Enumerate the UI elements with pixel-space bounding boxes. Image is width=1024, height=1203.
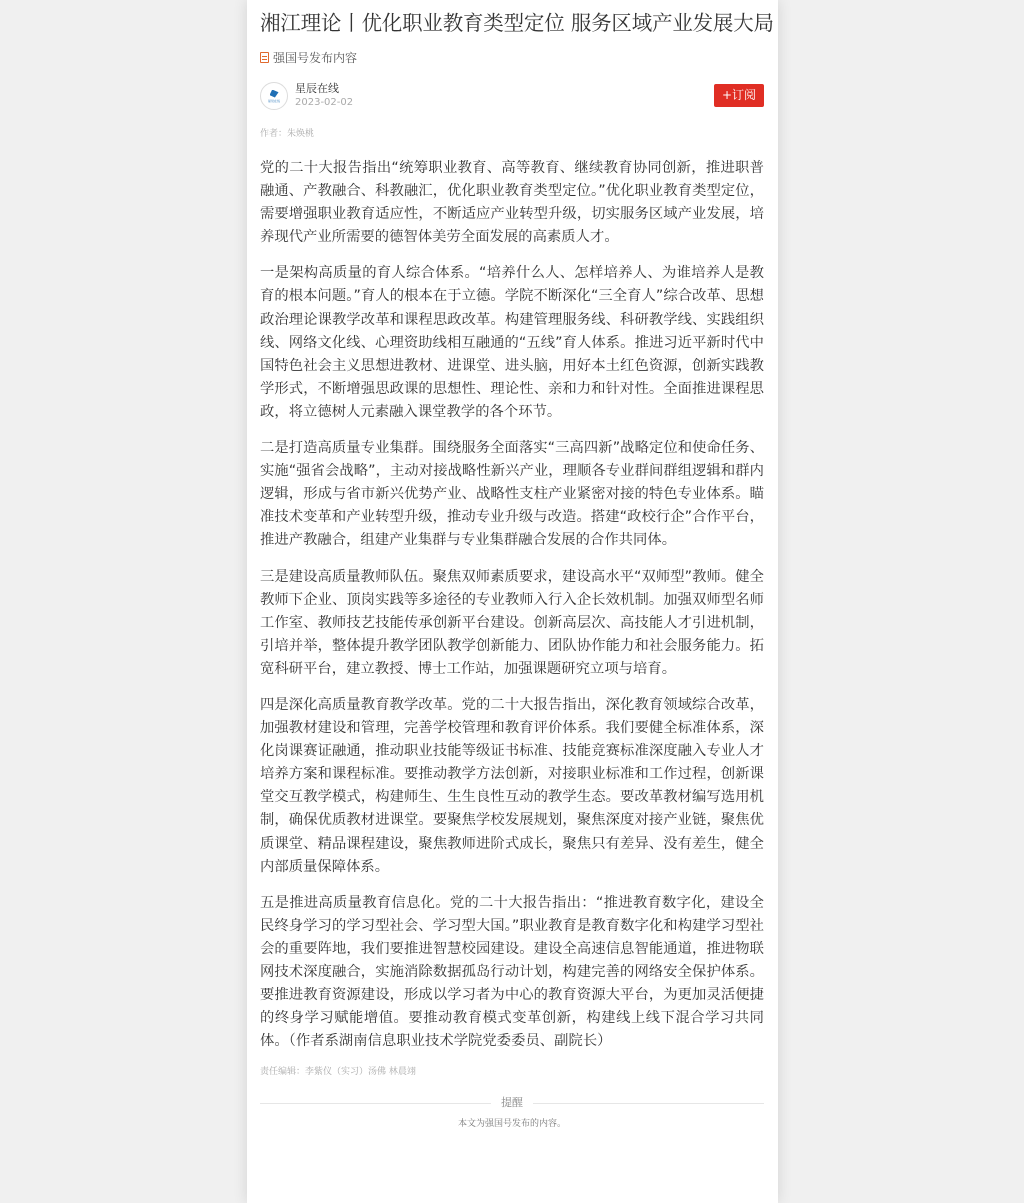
- channel-name[interactable]: 星辰在线: [295, 82, 339, 95]
- subscribe-button[interactable]: +订阅: [714, 84, 764, 107]
- article-paragraph: 三是建设高质量教师队伍。聚焦双师素质要求，建设高水平“双师型”教师。健全教师下企业、顶岗实践等多途径的专业教师入行入企长效机制。加强双师型名师工作室、教师技艺技能传承创新平台建设。创新高层次、高技能人才引进机制，引培并举，整体提升教学团队教学创新能力、团队协作能力和社会服务能力。拓宽科研平台，建立教授、博士工作站，加强课题研究立项与培育。: [260, 568, 764, 677]
- article-paragraph: 党的二十大报告指出“统筹职业教育、高等教育、继续教育协同创新，推进职普融通、产教融合、科教融汇，优化职业教育类型定位。”优化职业教育类型定位，需要增强职业教育适应性，不断适应产业转型升级，切实服务区域产业发展，培养现代产业所需要的德智体美劳全面发展的高素质人才。: [260, 160, 764, 246]
- article-paragraph: 一是架构高质量的育人综合体系。“培养什么人、怎样培养人、为谁培养人是教育的根本问题。”育人的根本在于立德。学院不断深化“三全育人”综合改革、思想政治理论课教学改革和课程思政改革。构建管理服务线、科研教学线、实践组织线、网络文化线、心理资助线相互融通的“五线”育人体系。推进习近平新时代中国特色社会主义思想进教材、进课堂、进头脑，用好本土红色资源，创新实践教学形式，不断增强思政课的思想性、理论性、亲和力和针对性。全面推进课程思政，将立德树人元素融入课堂教学的各个环节。: [260, 265, 764, 420]
- channel-header: [260, 81, 764, 111]
- article-byline: 作者：朱焕桃: [260, 129, 315, 139]
- channel-meta: [295, 82, 353, 110]
- article-body: [260, 157, 764, 1053]
- notice-divider: [260, 1096, 764, 1110]
- channel-logo-text: 星辰在线: [267, 98, 280, 103]
- divider-line: [260, 1103, 491, 1104]
- channel-logo-icon: [270, 90, 279, 98]
- source-label: 强国号发布内容: [273, 50, 358, 65]
- responsible-editor: 责任编辑：李紫仪（实习）汤佛 林晨翊: [260, 1067, 416, 1078]
- article-paragraph: 二是打造高质量专业集群。围绕服务全面落实“三高四新”战略定位和使命任务、实施“强省会战略”，主动对接战略性新兴产业，理顺各专业群间群组逻辑和群内逻辑，形成与省市新兴优势产业、战略性支柱产业紧密对接的特色专业体系。瞄准技术变革和产业转型升级，推动专业升级与改造。搭建“政校行企”合作平台，推进产教融合，组建产业集群与专业集群融合发展的合作共同体。: [260, 440, 764, 549]
- notice-title: 提醒: [501, 1096, 523, 1110]
- channel-avatar[interactable]: [260, 82, 288, 110]
- document-icon: [260, 52, 269, 63]
- divider-line: [533, 1103, 764, 1104]
- article-paragraph: 五是推进高质量教育信息化。党的二十大报告指出：“推进教育数字化，建设全民终身学习的学习型社会、学习型大国。”职业教育是教育数字化和构建学习型社会的重要阵地，我们要推进智慧校园建设。建设全高速信息智能通道，推进物联网技术深度融合，实施消除数据孤岛行动计划，构建完善的网络安全保护体系。要推进教育资源建设，形成以学习者为中心的教育资源大平台，为更加灵活便捷的终身学习赋能增值。要推动教育模式变革创新，构建线上线下混合学习共同体。（作者系湖南信息职业技术学院党委委员、副院长）: [260, 894, 764, 1050]
- publish-date: 2023-02-02: [295, 97, 354, 108]
- article-title: 湘江理论丨优化职业教育类型定位 服务区域产业发展大局: [260, 11, 774, 35]
- notice-text: 本文为强国号发布的内容。: [457, 1119, 566, 1130]
- article-paragraph: 四是深化高质量教育教学改革。党的二十大报告指出，深化教育领域综合改革，加强教材建设和管理，完善学校管理和教育评价体系。我们要健全标准体系，深化岗课赛证融通，推动职业技能等级证书标准、技能竞赛标准深度融入专业人才培养方案和课程标准。要推动教学方法创新，对接职业标准和工作过程，创新课堂交互教学模式，构建师生、生生良性互动的教学生态。要改革教材编写选用机制，确保优质教材进课堂。要聚焦学校发展规划，聚焦深度对接产业链，聚焦优质课堂、精品课程建设，聚焦教师进阶式成长，聚焦只有差异、没有差生，健全内部质量保障体系。: [260, 696, 764, 875]
- article-content: [247, 9, 778, 1130]
- article-page: [247, 0, 778, 1203]
- source-line: [260, 49, 764, 65]
